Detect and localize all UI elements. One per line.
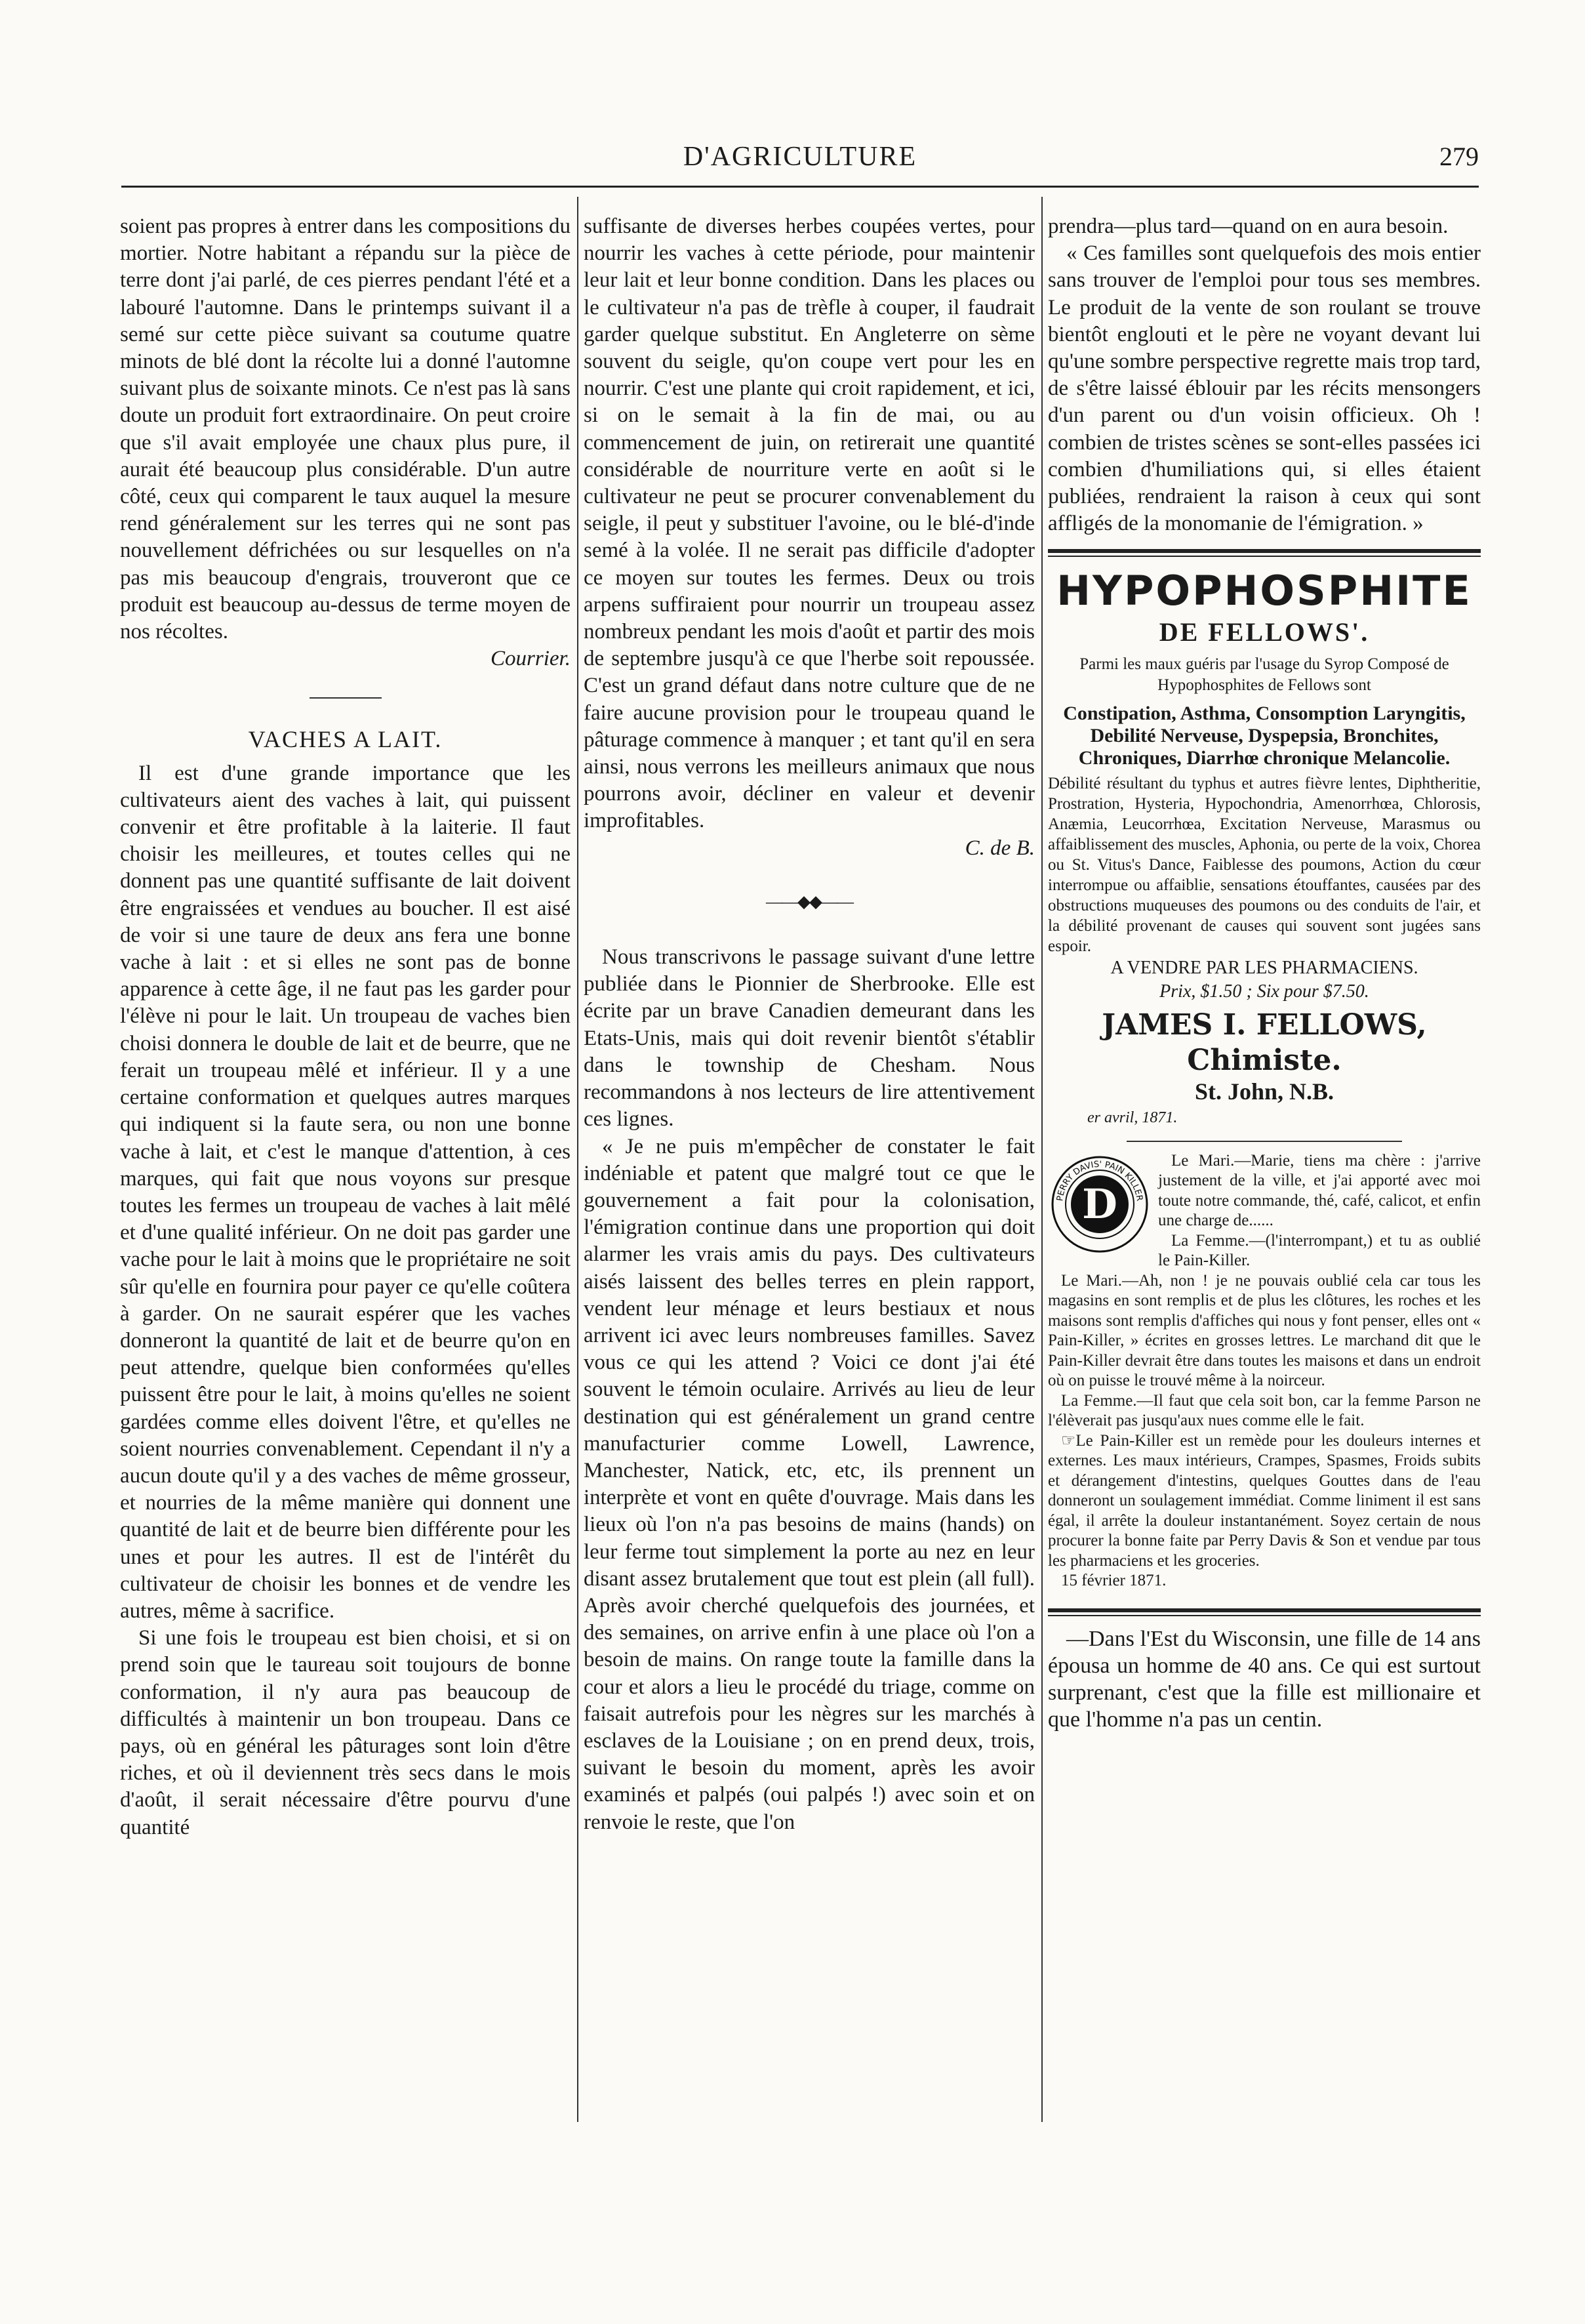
ad-rule: [1048, 549, 1481, 557]
ad-city: St. John, N.B.: [1194, 1078, 1334, 1105]
ad-rule: [1048, 1608, 1481, 1616]
article-paragraph: —Dans l'Est du Wisconsin, une fille de 14 ans épousa un homme de 40 ans. Ce qui est surtout surprenant, c'est que la fille est millionaire et que l'homme n'a pas un centin.: [1048, 1626, 1481, 1732]
article-paragraph: prendra—plus tard—quand on en aura besoin.: [1048, 214, 1449, 238]
ad-price: Prix, $1.50 ; Six pour $7.50.: [1159, 981, 1369, 1002]
ad-chemist-name: JAMES I. FELLOWS, Chimiste.: [1102, 1008, 1427, 1077]
column-3: [1048, 213, 1481, 2129]
advertisement-pain-killer: [1048, 1151, 1481, 1591]
page-number: 279: [1439, 142, 1479, 171]
separator: [1127, 1141, 1402, 1142]
article-paragraph: « Je ne puis m'empêcher de constater le fait indéniable et patent que malgré tout ce que le gouvernement a fait pour la colonisation, l'émigration continue dans une proportion qui doit alarmer les vrais amis du pays. Des cultivateurs aisés laissent des belles terres en plein rapport, vendent leur ménage et leurs bestiaux et nous arrivent ici avec leurs nombreuses familles. Savez vous ce qui les attend ? Voici ce dont j'ai été souvent le témoin oculaire. Arrivés au lieu de leur destination qui est généralement un grand centre manufacturier comme Lowell, Lawrence, Manchester, Natick, etc, etc, ils prennent un interprète et vont en quête d'ouvrage. Mais dans les lieux où l'on n'a pas besoins de mains (hands) on leur ferme tout simplement la porte au nez en leur disant assez brutalement que tout est plein (all full). Après avoir cherché quelquefois des journées, et des semaines, on arrive enfin à une place où l'on a besoin de mains. On range toute la famille dans la cour et alors a lieu le procédé du triage, comme on faisait autrefois pour les nègres sur les marchés à esclaves de la Louisiane ; on en prend deux, trois, suivant le besoin du moment, après les avoir examinés et palpés (oui palpés !) avec soin et on renvoie le reste, que l'on: [584, 1134, 1035, 1834]
running-title: D'AGRICULTURE: [683, 142, 917, 172]
ad-ailments-bold: Constipation, Asthma, Consomption Laryngitis, Debilité Nerveuse, Dyspepsia, Bronchites, Chroniques, Diarrhœ chronique Melancolie.: [1063, 702, 1466, 769]
ad-intro: Parmi les maux guéris par l'usage du Syrop Composé de Hypophosphites de Fellows sont: [1079, 655, 1449, 694]
article-paragraph: soient pas propres à entrer dans les compositions du mortier. Notre habitant a répandu sur la pièce de terre dont j'ai parlé, de ces pierres pendant l'été et a labouré l'automne. Dans le printemps suivant il a semé sur cette pièce suivant sa coutume quatre minots de blé dont la récolte lui a donné l'automne suivant plus de soixante minots. Ce n'est pas là sans doute un produit fort extraordinaire. On peut croire que s'il avait employée une chaux plus pure, il aurait été beaucoup plus considérable. D'un autre côté, ceux qui comparent le taux auquel la mesure rend généralement sur les terres qui ne sont pas nouvellement défrichées ou sur lesquelles on n'a pas mis beaucoup d'engrais, trouveront que ce produit est beaucoup au-dessus de terme moyen de nos récoltes.: [120, 214, 571, 644]
article-paragraph: Il est d'une grande importance que les cultivateurs aient des vaches à lait, qui puissent convenir et être profitable à la laiterie. Il faut choisir les meilleures, et toutes celles qui ne donnent pas une quantité suffisante de lait doivent être engraissées et vendues au boucher. Il est aisé de voir si une taure de deux ans fera une bonne vache à lait : et si elles ne sont pas de bonne apparence à cette âge, il ne faut pas les garder pour l'élève ni pour le lait. Un troupeau de vaches bien choisi donnera le double de lait et de beurre, que ne ferait un troupeau mêlé et inférieur. Il y a une certaine conformation et quelques autres marques qui indiquent si la faute sera, ou non une bonne vache à lait, et c'est le manque d'attention, à ces marques, qui fait que nous voyons sur presque toutes les fermes un troupeau de vaches à lait mêlé et d'une qualité inférieur. On ne doit pas garder une vache pour le lait à moins que le propriétaire ne soit sûr qu'elle en fournira pour payer ce qu'elle coûtera à garder. On ne saurait espérer que les vaches donneront la quantité de lait et de beurre qu'on en peut attendre, quelque bien conformées qu'elles puissent être pour le lait, à moins qu'elles ne soient gardées comme elles doivent l'être, et qu'elles ne soient nourries convenablement. Cependant il n'y a aucun doute qu'il y a des vaches de même grosseur, et nourries de la même manière qui donnent une quantité de lait et de beurre bien différente pour les unes et pour les autres. Il est de l'intérêt du cultivateur de choisir les bonnes et de vendre les autres, même à sacrifice.: [120, 761, 571, 1623]
column-divider: [577, 197, 578, 2122]
article-signature: C. de B.: [965, 836, 1035, 860]
article-heading: VACHES A LAIT.: [248, 726, 443, 753]
seal-text: PERRY DAVIS' PAIN KILLER: [1055, 1159, 1144, 1202]
page-header: [121, 141, 1479, 180]
dialogue-line: La Femme.—Il faut que cela soit bon, car la femme Parson ne l'élèverait pas jusqu'aux nues comme elle le fait.: [1048, 1391, 1481, 1430]
pain-killer-seal-icon: [1051, 1155, 1149, 1254]
column-divider: [1041, 197, 1043, 2122]
dialogue-line: Le Mari.—Ah, non ! je ne pouvais oublié cela car tous les magasins en sont remplis et de plus les clôtures, les roches et les maisons sont remplis d'affiches qui nous y font penser, elles ont « Pain-Killer, » écrites en grosses lettres. Le marchand dit que le Pain-Killer devrait être dans toutes les maisons et dans un endroit où on puisse le trouvé même à la noirceur.: [1048, 1271, 1481, 1390]
ornament-separator: ——◆◆——: [766, 891, 853, 911]
column-2: [584, 213, 1035, 2129]
article-paragraph: suffisante de diverses herbes coupées vertes, pour nourrir les vaches à cette période, pour maintenir leur lait et leur bonne condition. Dans les places ou le cultivateur n'a pas de trèfle à couper, il faudrait garder quelque substitut. En Angleterre on sème souvent du seigle, qu'on coupe vert pour les en nourrir. C'est une plante qui croit rapidement, et ici, si on le semait à la fin de mai, ou au commencement de juin, on retirerait une quantité considérable de nourriture verte en août si le cultivateur ne peut se procurer convenablement du seigle, il peut y substituer l'avoine, ou le blé-d'inde semé à la volée. Il ne serait pas difficile d'adopter ce moyen sur toutes les fermes. Deux ou trois arpens suffiraient pour nourrir un troupeau assez nombreux pendant les mois d'août et partir des mois de septembre jusqu'à ce que l'herbe soit repoussée. C'est un grand défaut dans notre culture que de ne faire aucune provision pour le troupeau quand le pâturage commence à manquer ; et tant qu'il en sera ainsi, nous verrons les meilleurs animaux que nous pourrons avoir, décliner en valeur et devenir improfitables.: [584, 214, 1035, 833]
seal-letter: D: [1082, 1179, 1117, 1228]
article-paragraph: Si une fois le troupeau est bien choisi, et si on prend soin que le taureau soit toujours de bonne conformation, il n'y aura pas beaucoup de difficultés à maintenir un bon troupeau. Dans ce pays, où en général les pâturages sont loin d'être riches, et où il deviennent très secs dans le mois d'août, il serait nécessaire d'être pourvu d'une quantité: [120, 1626, 571, 1839]
article-paragraph: « Ces familles sont quelquefois des mois entier sans trouver de l'emploi pour tous ses membres. Le produit de la vente de son roulant se trouve bientôt englouti et le père ne voyant devant lui qu'une sombre perspective regrette mais trop tard, de s'être laissé éblouir par les récits mensongers d'un parent ou d'un voisin officieux. Oh ! combien de tristes scènes se sont-elles passées ici combien d'humiliations qui, si elles étaient publiées, rendraient la raison à ceux qui sont affligés de la monomanie de l'émigration. »: [1048, 241, 1481, 536]
ad-subtitle: DE FELLOWS'.: [1159, 617, 1370, 647]
article-paragraph: Nous transcrivons le passage suivant d'une lettre publiée dans le Pionnier de Sherbrooke. Elle est écrite par un brave Canadien demeurant dans les Etats-Unis, mais qui doit revenir bientôt s'établir dans le township de Chesham. Nous recommandons à nos lecteurs de lire attentivement ces lignes.: [584, 945, 1035, 1131]
column-1: [120, 213, 571, 2129]
dialogue-line: ☞Le Pain-Killer est un remède pour les douleurs internes et externes. Les maux intérieurs, Crampes, Spasmes, Froids subits et dérangement d'intestins, quelques Gouttes dans de l'eau donneront un soulagement immédiat. Comme liniment il est sans égal, il arrête la douleur instantanément. Soyez certain de nous procurer la bonne faite par Perry Davis & Son et vendue par tous les pharmaciens et les groceries.: [1048, 1431, 1481, 1570]
article-signature: Courrier.: [491, 647, 571, 671]
advertisement-hypophosphite: [1048, 566, 1481, 1131]
dialogue-date: 15 février 1871.: [1061, 1572, 1167, 1590]
dialogue-line: La Femme.—(l'interrompant,) et tu as oublié le Pain-Killer.: [1158, 1231, 1481, 1270]
header-rule: [121, 186, 1479, 188]
ad-sale-line: A VENDRE PAR LES PHARMACIENS.: [1110, 957, 1418, 978]
ad-ailments-list: Débilité résultant du typhus et autres fièvre lentes, Diphtheritie, Prostration, Hysteria, Hypochondria, Amenorrhœa, Chlorosis, Anæmia, Leucorrhœa, Excitation Nerveuse, Marasmus ou affaiblissement des muscles, Aphonia, ou perte de la voix, Chorea ou St. Vitus's Dance, Faiblesse des poumons, Action du cœur interrompue ou affaiblie, sensations étouffantes, causées par des obstructions muqueuses des poumons ou des conduits de l'air, et la débilité provenant de causes qui souvent sont jugées sans espoir.: [1048, 774, 1481, 955]
ad-date: er avril, 1871.: [1087, 1109, 1178, 1126]
ad-headline: HYPOPHOSPHITE: [1056, 567, 1472, 615]
dialogue-line: Le Mari.—Marie, tiens ma chère : j'arrive justement de la ville, et j'ai apporté avec moi toute notre commande, thé, café, calicot, et enfin une charge de......: [1158, 1151, 1481, 1230]
separator: [310, 697, 382, 699]
